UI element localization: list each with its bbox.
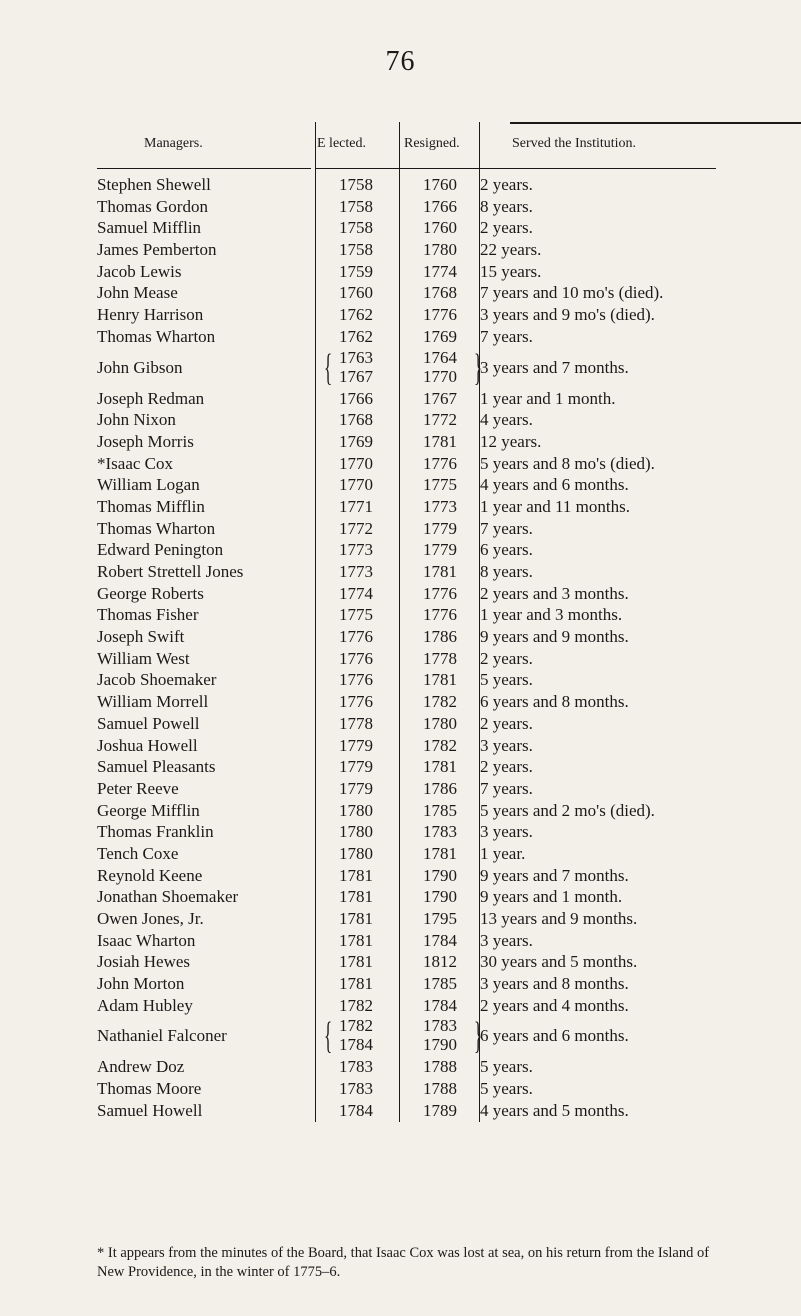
table-row bbox=[97, 756, 717, 778]
manager-name: John Nixon bbox=[97, 410, 176, 430]
resigned-year: 1781 bbox=[423, 757, 457, 777]
elected-year: 1760 bbox=[339, 283, 373, 303]
manager-name: Thomas Mifflin bbox=[97, 496, 205, 516]
table-row bbox=[97, 648, 717, 670]
elected-cell bbox=[316, 346, 396, 389]
served-duration: 2 years and 3 months. bbox=[480, 583, 629, 603]
served-duration: 6 years and 8 months. bbox=[480, 692, 629, 712]
elected-year: 1776 bbox=[339, 670, 373, 690]
elected-year: 1781 bbox=[339, 909, 373, 928]
elected-year: 1774 bbox=[339, 583, 373, 603]
table-row bbox=[97, 626, 717, 648]
right-brace-icon: } bbox=[474, 346, 483, 389]
manager-name: Nathaniel Falconer bbox=[97, 1026, 227, 1046]
manager-name: Thomas Fisher bbox=[97, 605, 199, 625]
served-duration: 5 years and 8 mo's (died). bbox=[480, 453, 655, 473]
elected-year: 1781 bbox=[339, 974, 373, 994]
table-row bbox=[97, 908, 717, 930]
elected-year: 1782 bbox=[339, 1016, 373, 1036]
table-row bbox=[97, 691, 717, 713]
manager-name: Joseph Morris bbox=[97, 431, 194, 451]
served-duration: 9 years and 1 month. bbox=[480, 887, 623, 907]
table-row bbox=[97, 474, 717, 496]
manager-name: Peter Reeve bbox=[97, 778, 179, 798]
resigned-year: 1786 bbox=[423, 778, 457, 798]
served-duration: 2 years. bbox=[480, 648, 533, 668]
served-duration: 5 years and 2 mo's (died). bbox=[480, 800, 655, 820]
elected-year: 1762 bbox=[339, 326, 373, 346]
manager-name: George Roberts bbox=[97, 583, 204, 603]
table-row bbox=[97, 326, 717, 348]
table-body bbox=[97, 174, 717, 1122]
served-duration: 3 years. bbox=[480, 930, 533, 950]
resigned-year: 1780 bbox=[423, 713, 457, 733]
manager-name: Samuel Powell bbox=[97, 713, 200, 733]
elected-year: 1775 bbox=[339, 605, 373, 625]
manager-name: Thomas Wharton bbox=[97, 326, 216, 346]
manager-name: Jacob Shoemaker bbox=[97, 670, 217, 690]
table-row bbox=[97, 348, 717, 388]
resigned-year: 1768 bbox=[423, 283, 457, 303]
served-duration: 8 years. bbox=[480, 196, 533, 216]
table-row bbox=[97, 1078, 717, 1100]
manager-name: Samuel Pleasants bbox=[97, 757, 216, 777]
table-row bbox=[97, 409, 717, 431]
resigned-cell bbox=[400, 1015, 483, 1058]
header-managers: Managers. bbox=[144, 136, 203, 151]
manager-name: George Mifflin bbox=[97, 800, 200, 820]
manager-name: Samuel Howell bbox=[97, 1100, 203, 1120]
elected-year: 1771 bbox=[339, 496, 373, 516]
table-row bbox=[97, 239, 717, 261]
table-row bbox=[97, 561, 717, 583]
manager-name: William Morrell bbox=[97, 692, 209, 712]
footnote: * It appears from the minutes of the Board, that Isaac Cox was lost at sea, on his return from the Island of New Providence, in the winter of 1775–6. bbox=[97, 1245, 710, 1280]
table-row bbox=[97, 518, 717, 540]
header-rule-served bbox=[480, 168, 716, 169]
resigned-year: 1783 bbox=[423, 1016, 457, 1036]
manager-name: Stephen Shewell bbox=[97, 175, 211, 194]
manager-name: William Logan bbox=[97, 475, 200, 495]
served-duration: 1 year and 11 months. bbox=[480, 496, 630, 516]
table-row bbox=[97, 304, 717, 326]
table-row bbox=[97, 865, 717, 887]
manager-name: John Mease bbox=[97, 283, 178, 303]
table-row bbox=[97, 174, 717, 196]
resigned-cell bbox=[400, 346, 483, 389]
resigned-year: 1766 bbox=[423, 196, 457, 216]
served-duration: 1 year and 1 month. bbox=[480, 388, 616, 408]
served-duration: 30 years and 5 months. bbox=[480, 952, 638, 972]
elected-year: 1778 bbox=[339, 713, 373, 733]
elected-year: 1781 bbox=[339, 930, 373, 950]
resigned-year: 1782 bbox=[423, 735, 457, 755]
elected-year: 1783 bbox=[339, 1079, 373, 1099]
table-row bbox=[97, 1100, 717, 1122]
served-duration: 2 years. bbox=[480, 713, 533, 733]
table-header bbox=[97, 122, 717, 174]
table-row bbox=[97, 930, 717, 952]
manager-name: Thomas Wharton bbox=[97, 518, 216, 538]
elected-year: 1780 bbox=[339, 822, 373, 842]
table-row bbox=[97, 496, 717, 518]
served-duration: 3 years and 9 mo's (died). bbox=[480, 305, 655, 325]
elected-year: 1781 bbox=[339, 887, 373, 907]
manager-name: Samuel Mifflin bbox=[97, 218, 202, 238]
resigned-year: 1767 bbox=[423, 388, 457, 408]
manager-name: Joseph Redman bbox=[97, 388, 205, 408]
resigned-year: 1760 bbox=[423, 175, 457, 194]
table-row bbox=[97, 800, 717, 822]
manager-name: Josiah Hewes bbox=[97, 952, 191, 972]
served-duration: 3 years and 7 months. bbox=[480, 357, 629, 377]
served-duration: 22 years. bbox=[480, 240, 542, 260]
manager-name: Henry Harrison bbox=[97, 305, 204, 325]
resigned-year: 1781 bbox=[423, 843, 457, 863]
manager-name: James Pemberton bbox=[97, 240, 217, 260]
resigned-year: 1790 bbox=[423, 1035, 457, 1055]
resigned-year: 1774 bbox=[423, 261, 457, 281]
manager-name: Joseph Swift bbox=[97, 627, 185, 647]
served-duration: 8 years. bbox=[480, 562, 533, 581]
served-duration: 1 year and 3 months. bbox=[480, 605, 623, 625]
elected-year: 1776 bbox=[339, 627, 373, 647]
header-served: Served the Institution. bbox=[512, 136, 637, 151]
elected-year: 1776 bbox=[339, 648, 373, 668]
resigned-year: 1776 bbox=[423, 453, 457, 473]
elected-year: 1772 bbox=[339, 518, 373, 538]
header-elected: E lected. bbox=[317, 136, 366, 151]
elected-year: 1773 bbox=[339, 562, 373, 581]
resigned-year: 1795 bbox=[423, 909, 457, 928]
resigned-year: 1775 bbox=[423, 475, 457, 495]
resigned-year: 1786 bbox=[423, 627, 457, 647]
served-duration: 9 years and 7 months. bbox=[480, 865, 629, 885]
resigned-year: 1785 bbox=[423, 800, 457, 820]
resigned-year: 1779 bbox=[423, 518, 457, 538]
elected-year: 1759 bbox=[339, 261, 373, 281]
table-row bbox=[97, 1056, 717, 1078]
served-duration: 6 years and 6 months. bbox=[480, 1026, 629, 1046]
elected-year: 1776 bbox=[339, 692, 373, 712]
table-row bbox=[97, 1016, 717, 1056]
elected-year: 1783 bbox=[339, 1057, 373, 1077]
elected-year: 1766 bbox=[339, 388, 373, 408]
header-resigned: Resigned. bbox=[404, 136, 460, 151]
table-row bbox=[97, 261, 717, 283]
served-duration: 4 years and 5 months. bbox=[480, 1100, 629, 1120]
served-duration: 7 years. bbox=[480, 326, 533, 346]
resigned-year: 1781 bbox=[423, 431, 457, 451]
served-duration: 7 years. bbox=[480, 778, 533, 798]
resigned-year: 1784 bbox=[423, 995, 457, 1015]
manager-name: Joshua Howell bbox=[97, 735, 198, 755]
elected-year: 1779 bbox=[339, 735, 373, 755]
resigned-year: 1782 bbox=[423, 692, 457, 712]
manager-name: Jacob Lewis bbox=[97, 261, 182, 281]
manager-name: Isaac Wharton bbox=[97, 930, 196, 950]
elected-year: 1782 bbox=[339, 995, 373, 1015]
resigned-year: 1760 bbox=[423, 218, 457, 238]
resigned-year: 1778 bbox=[423, 648, 457, 668]
elected-year: 1770 bbox=[339, 453, 373, 473]
left-brace-icon: { bbox=[324, 346, 333, 389]
resigned-year: 1776 bbox=[423, 583, 457, 603]
manager-name: Thomas Moore bbox=[97, 1079, 202, 1099]
manager-name: Robert Strettell Jones bbox=[97, 562, 244, 581]
resigned-year: 1769 bbox=[423, 326, 457, 346]
table-row bbox=[97, 778, 717, 800]
resigned-year: 1779 bbox=[423, 540, 457, 560]
managers-table bbox=[97, 122, 717, 1122]
manager-name: Reynold Keene bbox=[97, 865, 203, 885]
resigned-year: 1790 bbox=[423, 887, 457, 907]
elected-year: 1758 bbox=[339, 196, 373, 216]
served-duration: 15 years. bbox=[480, 261, 542, 281]
served-duration: 3 years. bbox=[480, 735, 533, 755]
elected-year: 1781 bbox=[339, 865, 373, 885]
elected-year: 1781 bbox=[339, 952, 373, 972]
resigned-year: 1772 bbox=[423, 410, 457, 430]
right-brace-icon: } bbox=[474, 1015, 483, 1058]
elected-year: 1784 bbox=[339, 1035, 373, 1055]
elected-year: 1779 bbox=[339, 757, 373, 777]
manager-name: *Isaac Cox bbox=[97, 453, 174, 473]
elected-year: 1780 bbox=[339, 800, 373, 820]
table-row bbox=[97, 843, 717, 865]
served-duration: 2 years. bbox=[480, 175, 533, 194]
resigned-year: 1776 bbox=[423, 605, 457, 625]
table-row bbox=[97, 735, 717, 757]
manager-name: Thomas Franklin bbox=[97, 822, 214, 842]
manager-name: Jonathan Shoemaker bbox=[97, 887, 239, 907]
elected-cell bbox=[316, 1015, 396, 1058]
table-row bbox=[97, 583, 717, 605]
served-duration: 7 years and 10 mo's (died). bbox=[480, 283, 664, 303]
table-row bbox=[97, 453, 717, 475]
served-duration: 7 years. bbox=[480, 518, 533, 538]
table-row bbox=[97, 669, 717, 691]
table-row bbox=[97, 951, 717, 973]
resigned-year: 1789 bbox=[423, 1100, 457, 1120]
elected-year: 1767 bbox=[339, 366, 373, 386]
table-row bbox=[97, 217, 717, 239]
table-row bbox=[97, 821, 717, 843]
table-row bbox=[97, 995, 717, 1017]
manager-name: William West bbox=[97, 648, 190, 668]
served-duration: 9 years and 9 months. bbox=[480, 627, 629, 647]
resigned-year: 1764 bbox=[423, 347, 457, 367]
elected-year: 1779 bbox=[339, 778, 373, 798]
resigned-year: 1783 bbox=[423, 822, 457, 842]
manager-name: Andrew Doz bbox=[97, 1057, 185, 1077]
resigned-year: 1812 bbox=[423, 952, 457, 972]
resigned-year: 1788 bbox=[423, 1057, 457, 1077]
table-row bbox=[97, 886, 717, 908]
manager-name: John Gibson bbox=[97, 357, 183, 377]
served-duration: 6 years. bbox=[480, 540, 533, 560]
elected-year: 1763 bbox=[339, 347, 373, 367]
served-duration: 1 year. bbox=[480, 843, 526, 863]
elected-year: 1758 bbox=[339, 218, 373, 238]
resigned-year: 1770 bbox=[423, 366, 457, 386]
served-duration: 12 years. bbox=[480, 431, 542, 451]
header-rule-elected bbox=[316, 168, 400, 169]
elected-year: 1758 bbox=[339, 175, 373, 194]
served-duration: 2 years. bbox=[480, 757, 533, 777]
elected-year: 1769 bbox=[339, 431, 373, 451]
elected-year: 1784 bbox=[339, 1100, 373, 1120]
manager-name: Owen Jones, Jr. bbox=[97, 909, 204, 928]
table-row bbox=[97, 539, 717, 561]
served-duration: 13 years and 9 months. bbox=[480, 909, 638, 928]
manager-name: Tench Coxe bbox=[97, 843, 179, 863]
resigned-year: 1785 bbox=[423, 974, 457, 994]
table-row bbox=[97, 973, 717, 995]
table-row bbox=[97, 431, 717, 453]
resigned-year: 1781 bbox=[423, 670, 457, 690]
elected-year: 1773 bbox=[339, 540, 373, 560]
table-row bbox=[97, 196, 717, 218]
resigned-year: 1788 bbox=[423, 1079, 457, 1099]
served-duration: 4 years. bbox=[480, 410, 533, 430]
left-brace-icon: { bbox=[324, 1015, 333, 1058]
served-duration: 2 years. bbox=[480, 218, 533, 238]
elected-year: 1770 bbox=[339, 475, 373, 495]
served-duration: 4 years and 6 months. bbox=[480, 475, 629, 495]
served-duration: 2 years and 4 months. bbox=[480, 995, 629, 1015]
manager-name: Thomas Gordon bbox=[97, 196, 208, 216]
resigned-year: 1790 bbox=[423, 865, 457, 885]
served-duration: 5 years. bbox=[480, 1079, 533, 1099]
elected-year: 1780 bbox=[339, 843, 373, 863]
served-duration: 5 years. bbox=[480, 670, 533, 690]
elected-year: 1762 bbox=[339, 305, 373, 325]
table-row bbox=[97, 388, 717, 410]
manager-name: Edward Penington bbox=[97, 540, 224, 560]
resigned-year: 1780 bbox=[423, 240, 457, 260]
manager-name: Adam Hubley bbox=[97, 995, 193, 1015]
table-row bbox=[97, 282, 717, 304]
served-duration: 5 years. bbox=[480, 1057, 533, 1077]
page-number: 76 bbox=[385, 46, 416, 77]
resigned-year: 1773 bbox=[423, 496, 457, 516]
table-row bbox=[97, 713, 717, 735]
resigned-year: 1781 bbox=[423, 562, 457, 581]
header-rule-managers bbox=[97, 168, 311, 169]
served-duration: 3 years. bbox=[480, 822, 533, 842]
served-duration: 3 years and 8 months. bbox=[480, 974, 629, 994]
resigned-year: 1776 bbox=[423, 305, 457, 325]
manager-name: John Morton bbox=[97, 974, 185, 994]
resigned-year: 1784 bbox=[423, 930, 457, 950]
elected-year: 1768 bbox=[339, 410, 373, 430]
table-row bbox=[97, 604, 717, 626]
header-rule-resigned bbox=[400, 168, 480, 169]
elected-year: 1758 bbox=[339, 240, 373, 260]
